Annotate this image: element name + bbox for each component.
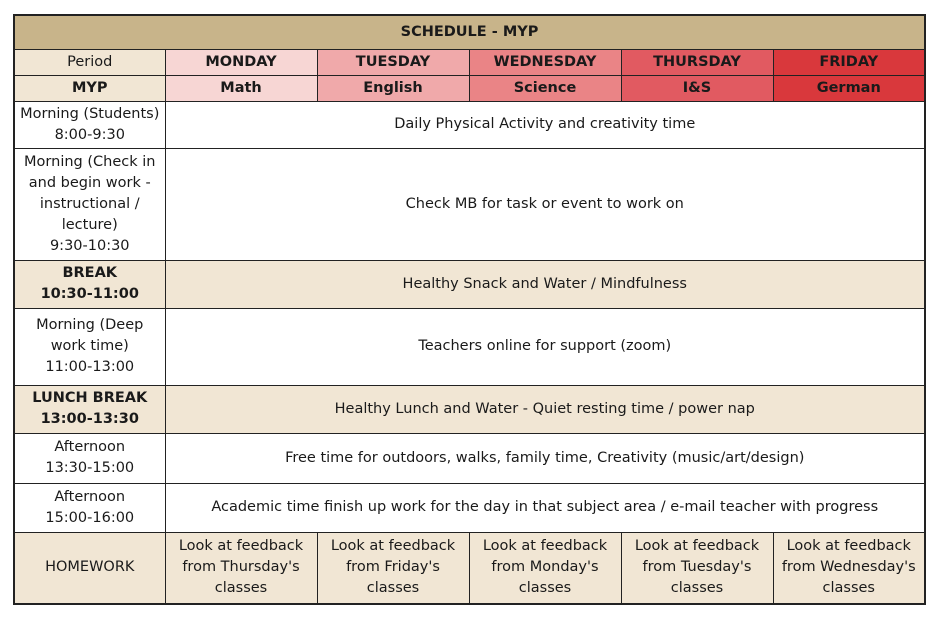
subject-thursday: I&S: [621, 75, 773, 101]
day-header-friday: FRIDAY: [773, 49, 925, 75]
period-line: and begin work -: [28, 174, 151, 191]
activity-cell: Teachers online for support (zoom): [165, 308, 925, 385]
period-line: Afternoon: [54, 488, 126, 505]
homework-line: from Friday's: [346, 559, 440, 576]
myp-header: MYP: [14, 75, 165, 101]
period-line: work time): [50, 338, 129, 354]
homework-cell-thursday: [621, 532, 773, 604]
homework-line: from Wednesday's: [781, 559, 916, 576]
homework-line: classes: [670, 580, 724, 597]
period-line: 13:00-13:30: [40, 411, 139, 427]
homework-cell-wednesday: [469, 532, 621, 604]
homework-line: classes: [518, 580, 572, 597]
homework-line: Look at feedback: [634, 538, 760, 555]
homework-line: Look at feedback: [482, 538, 608, 555]
period-line: 15:00-16:00: [45, 509, 135, 526]
subject-friday: German: [773, 75, 925, 101]
day-header-tuesday: TUESDAY: [317, 49, 469, 75]
homework-cell-tuesday: [317, 532, 469, 604]
period-header: Period: [14, 49, 165, 75]
activity-cell: Check MB for task or event to work on: [165, 148, 925, 260]
period-cell: [14, 260, 165, 308]
period-line: Afternoon: [54, 439, 126, 455]
homework-line: classes: [366, 580, 420, 597]
period-cell: [14, 101, 165, 148]
period-line: lecture): [61, 216, 118, 233]
homework-line: classes: [822, 580, 875, 597]
period-cell: [14, 385, 165, 433]
homework-label: HOMEWORK: [14, 532, 165, 604]
homework-line: Look at feedback: [178, 538, 304, 555]
period-cell: [14, 483, 165, 532]
homework-line: classes: [214, 580, 268, 597]
day-header-thursday: THURSDAY: [621, 49, 773, 75]
subject-wednesday: Science: [469, 75, 621, 101]
period-cell: [14, 308, 165, 385]
subject-tuesday: English: [317, 75, 469, 101]
day-header-wednesday: WEDNESDAY: [469, 49, 621, 75]
period-line: 8:00-9:30: [54, 126, 125, 143]
period-line: 10:30-11:00: [40, 286, 139, 302]
period-cell: [14, 148, 165, 260]
period-line: LUNCH BREAK: [32, 390, 148, 406]
activity-cell: Daily Physical Activity and creativity time: [165, 101, 925, 148]
period-line: BREAK: [62, 265, 118, 281]
period-line: Morning (Students): [20, 105, 160, 122]
activity-cell: Academic time finish up work for the day in that subject area / e-mail teacher with progress: [165, 483, 925, 532]
period-line: Morning (Check in: [24, 153, 156, 170]
activity-cell: Free time for outdoors, walks, family time, Creativity (music/art/design): [165, 433, 925, 483]
period-line: 13:30-15:00: [45, 460, 135, 476]
homework-line: from Thursday's: [182, 559, 300, 576]
period-cell: [14, 433, 165, 483]
homework-line: Look at feedback: [330, 538, 456, 555]
homework-line: Look at feedback: [786, 538, 911, 555]
homework-line: from Monday's: [491, 559, 599, 576]
schedule-table: [13, 14, 926, 605]
homework-cell-monday: [165, 532, 317, 604]
activity-cell: Healthy Lunch and Water - Quiet resting time / power nap: [165, 385, 925, 433]
homework-line: from Tuesday's: [642, 559, 752, 576]
day-header-monday: MONDAY: [165, 49, 317, 75]
period-line: Morning (Deep: [36, 317, 144, 333]
period-line: instructional /: [39, 195, 140, 212]
schedule-title: SCHEDULE - MYP: [14, 15, 925, 49]
subject-monday: Math: [165, 75, 317, 101]
activity-cell: Healthy Snack and Water / Mindfulness: [165, 260, 925, 308]
homework-cell-friday: [773, 532, 925, 604]
period-line: 11:00-13:00: [45, 359, 135, 375]
period-line: 9:30-10:30: [49, 237, 130, 254]
